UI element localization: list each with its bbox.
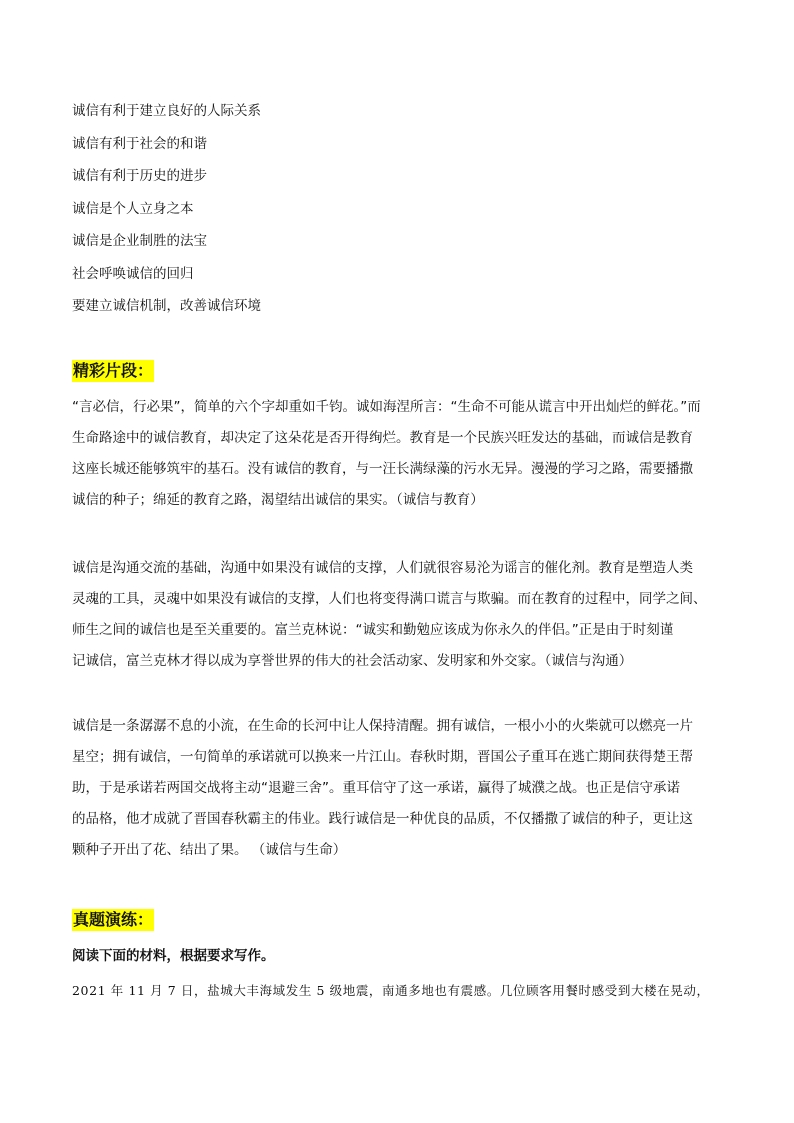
list-item: 社会呼唤诚信的回归: [72, 265, 194, 282]
list-item: 诚信是个人立身之本: [72, 200, 194, 217]
paragraph-line: 师生之间的诚信也是至关重要的。富兰克林说：“诚实和勤勉应该成为你永久的伴侣。”正是由于时刻谨: [72, 622, 674, 638]
paragraph-line: 生命路途中的诚信教育，却决定了这朵花是否开得绚烂。教育是一个民族兴旺发达的基础，而诚信是教育: [72, 430, 693, 446]
paragraph-line: 助，于是承诺若两国交战将主动“退避三舍”。重耳信守了这一承诺，赢得了城濮之战。也正是信守承诺: [72, 780, 680, 796]
list-item: 诚信有利于建立良好的人际关系: [72, 103, 261, 119]
material-text: 2021 年 11 月 7 日，盐城大丰海域发生 5 级地震，南通多地也有震感。几位顾客用餐时感受到大楼在晃动，: [72, 983, 710, 998]
paragraph-education: [72, 392, 724, 516]
section-heading-highlights: 精彩片段：: [73, 361, 154, 380]
section-heading-exam-practice: 真题演练：: [73, 910, 154, 929]
writing-prompt: 阅读下面的材料，根据要求写作。: [72, 948, 275, 964]
paragraph-line: 诚信是一条潺潺不息的小流，在生命的长河中让人保持清醒。拥有诚信，一根小小的火柴就可以燃亮一片: [72, 718, 693, 734]
list-item: 要建立诚信机制，改善诚信环境: [72, 298, 261, 314]
topic-list: [72, 100, 261, 328]
paragraph-line: 灵魂的工具，灵魂中如果没有诚信的支撑，人们也将变得满口谎言与欺骗。而在教育的过程中，同学之间、: [72, 591, 707, 607]
paragraph-line: 星空；拥有诚信，一句简单的承诺就可以换来一片江山。春秋时期，晋国公子重耳在逃亡期间获得楚王帮: [72, 749, 693, 765]
paragraph-line: 这座长城还能够筑牢的基石。没有诚信的教育，与一汪长满绿藻的污水无异。漫漫的学习之路，需要播撒: [72, 461, 693, 477]
list-item: 诚信有利于历史的进步: [72, 168, 207, 184]
paragraph-line: 颗种子开出了花、结出了果。 （诚信与生命）: [72, 842, 347, 858]
paragraph-line: 诚信的种子；绵延的教育之路，渴望结出诚信的果实。（诚信与教育）: [72, 492, 484, 508]
list-item: 诚信是企业制胜的法宝: [72, 233, 207, 249]
paragraph-line: 诚信是沟通交流的基础，沟通中如果没有诚信的支撑，人们就很容易沦为谣言的催化剂。教育是塑造人类: [72, 560, 693, 576]
paragraph-life: [72, 711, 724, 866]
paragraph-line: 记诚信，富兰克林才得以成为享誉世界的伟大的社会活动家、发明家和外交家。（诚信与沟通）: [72, 653, 633, 669]
paragraph-line: “言必信，行必果”，简单的六个字却重如千钧。诚如海涅所言：“生命不可能从谎言中开出灿烂的鲜花。”而: [72, 399, 701, 415]
paragraph-line: 的品格，他才成就了晋国春秋霸主的伟业。践行诚信是一种优良的品质，不仅播撒了诚信的种子，更让这: [72, 811, 693, 827]
paragraph-communication: [72, 553, 724, 677]
list-item: 诚信有利于社会的和谐: [72, 135, 207, 152]
